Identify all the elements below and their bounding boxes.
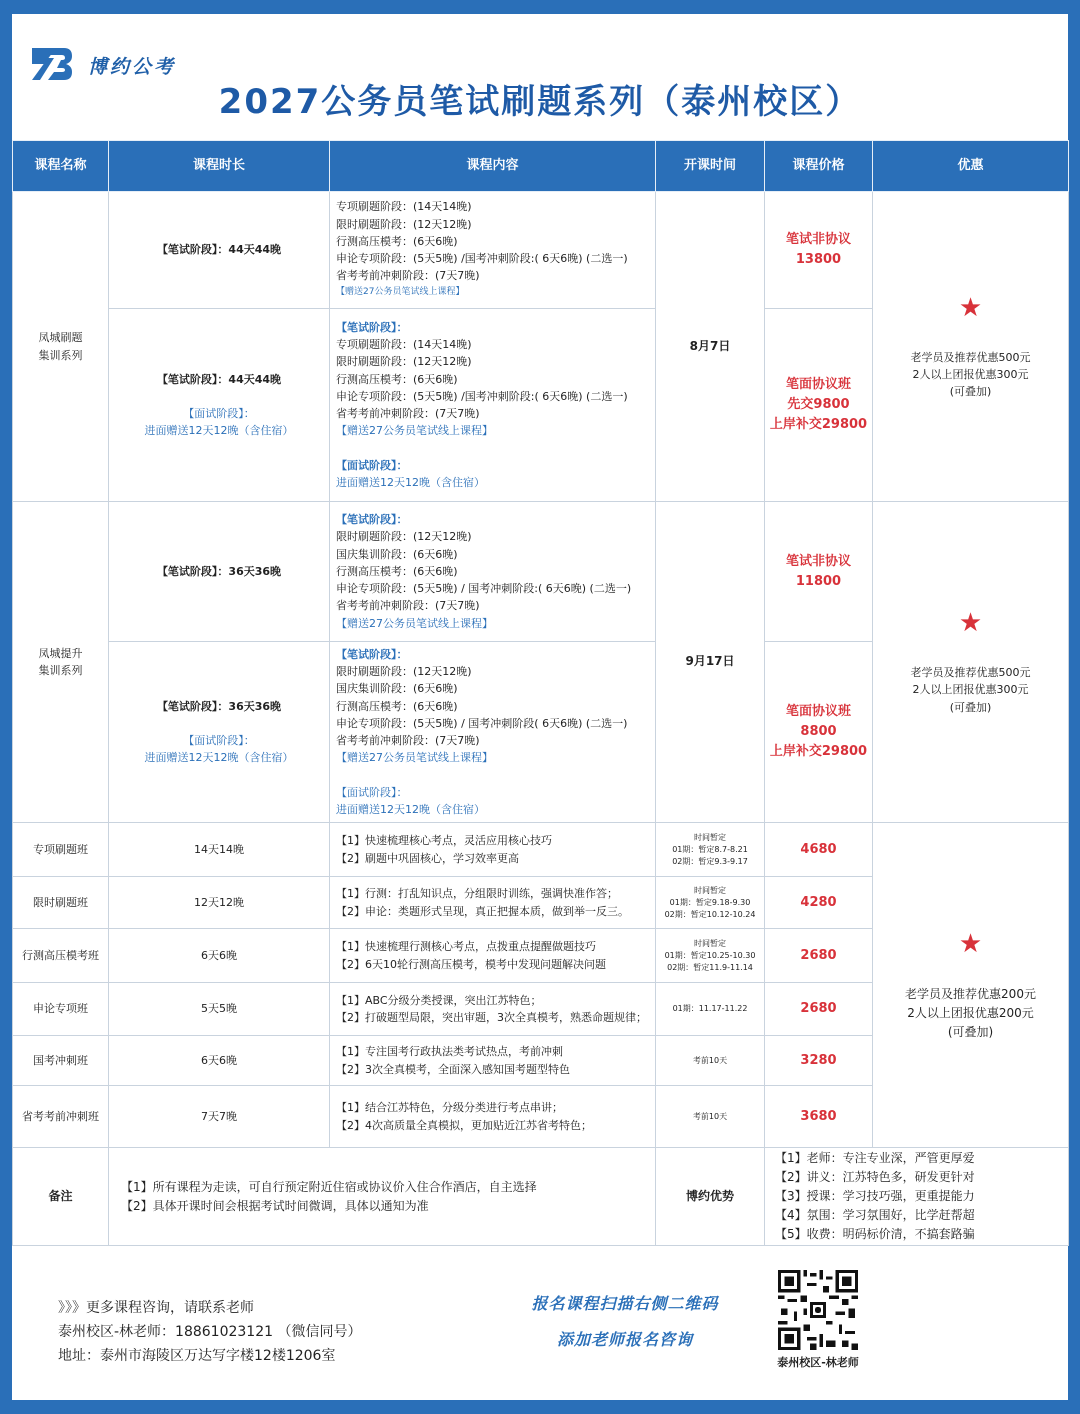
course-content: 【1】快速梳理核心考点，灵活应用核心技巧 【2】刷题中巩固核心，学习效率更高 xyxy=(330,823,656,877)
signup-cta: 报名课程扫描右侧二维码 添加老师报名咨询 xyxy=(531,1294,719,1349)
col-header: 课程价格 xyxy=(765,141,873,192)
table-header-row xyxy=(13,141,1069,192)
notes-row xyxy=(13,1148,1069,1246)
star-icon: ★ xyxy=(958,292,983,323)
qr-code-icon[interactable] xyxy=(778,1270,858,1350)
course-price: 笔面协议班 8800 上岸补交29800 xyxy=(765,642,873,823)
star-icon: ★ xyxy=(958,928,983,959)
start-date: 01期：11.17-11.22 xyxy=(656,983,765,1036)
col-header: 课程时长 xyxy=(109,141,330,192)
course-price: 2680 xyxy=(765,983,873,1036)
discount-cell: ★ 老学员及推荐优惠500元 2人以上团报优惠300元 (可叠加) xyxy=(873,192,1069,502)
course-duration: 6天6晚 xyxy=(109,1036,330,1086)
notes-content: 【1】所有课程为走读，可自行预定附近住宿或协议价入住合作酒店，自主选择 【2】具体开课时间会根据考试时间微调，具体以通知为准 xyxy=(109,1148,656,1246)
table-row xyxy=(13,823,1069,877)
course-duration: 【笔试阶段】：36天36晚 xyxy=(109,502,330,642)
course-content: 【1】专注国考行政执法类考试热点，考前冲刺 【2】3次全真模考，全面深入感知国考题型特色 xyxy=(330,1036,656,1086)
teacher-phone[interactable]: 泰州校区-林老师：18861023121 （微信同号） xyxy=(58,1324,362,1340)
col-header: 课程名称 xyxy=(13,141,109,192)
col-header: 课程内容 xyxy=(330,141,656,192)
course-content: 【笔试阶段】： 专项刷题阶段：(14天14晚) 限时刷题阶段：(12天12晚) 行测高压模考：(6天6晚) 申论专项阶段：(5天5晚) /国考冲刺阶段:( 6天6晚) (二选一) 省考考前冲刺阶段：(7天7晚) 【赠送27公务员笔试线上课程】 【面试阶段】： 进面赠送12天12晚（含住宿） xyxy=(330,309,656,502)
start-date: 时间暂定 01期：暂定9.18-9.30 02期：暂定10.12-10.24 xyxy=(656,877,765,929)
course-price: 笔面协议班 先交9800 上岸补交29800 xyxy=(765,309,873,502)
course-duration: 【笔试阶段】：36天36晚 【面试阶段】： 进面赠送12天12晚（含住宿） xyxy=(109,642,330,823)
start-date: 9月17日 xyxy=(656,502,765,823)
table-row xyxy=(13,502,1069,642)
brand-name: 博约公考 xyxy=(88,56,177,78)
course-name: 凤城提升集训系列 xyxy=(13,502,109,823)
footer xyxy=(12,1246,1068,1400)
start-date: 考前10天 xyxy=(656,1086,765,1148)
more-info-text: 》》》更多课程咨询，请联系老师 xyxy=(58,1300,254,1316)
course-name: 凤城刷题集训系列 xyxy=(13,192,109,502)
course-name: 省考考前冲刺班 xyxy=(13,1086,109,1148)
star-icon: ★ xyxy=(958,608,983,639)
course-duration: 【笔试阶段】：44天44晚 【面试阶段】： 进面赠送12天12晚（含住宿） xyxy=(109,309,330,502)
discount-cell: ★ 老学员及推荐优惠200元 2人以上团报优惠200元 (可叠加) xyxy=(873,823,1069,1148)
col-header: 开课时间 xyxy=(656,141,765,192)
course-duration: 5天5晚 xyxy=(109,983,330,1036)
table-row xyxy=(13,192,1069,309)
start-date: 时间暂定 01期：暂定8.7-8.21 02期：暂定9.3-9.17 xyxy=(656,823,765,877)
header xyxy=(12,14,1068,140)
course-content: 【1】快速梳理行测核心考点，点拨重点提醒做题技巧 【2】6天10轮行测高压模考，模考中发现问题解决问题 xyxy=(330,929,656,983)
address-text: 地址：泰州市海陵区万达写字楼12楼1206室 xyxy=(58,1348,336,1364)
course-content: 专项刷题阶段：(14天14晚) 限时刷题阶段：(12天12晚) 行测高压模考：(6天6晚) 申论专项阶段：(5天5晚) /国考冲刺阶段:( 6天6晚) (二选一) 省考考前冲刺阶段：(7天7晚) 【赠送27公务员笔试线上课程】 xyxy=(330,192,656,309)
course-duration: 7天7晚 xyxy=(109,1086,330,1148)
course-price: 3680 xyxy=(765,1086,873,1148)
contact-info xyxy=(58,1296,361,1368)
course-content: 【笔试阶段】： 限时刷题阶段：(12天12晚) 国庆集训阶段：(6天6晚) 行测高压模考：(6天6晚) 申论专项阶段：(5天5晚) / 国考冲刺阶段( 6天6晚) (二选一) 省考考前冲刺阶段：(7天7晚) 【赠送27公务员笔试线上课程】 【面试阶段】： 进面赠送12天12晚（含住宿） xyxy=(330,642,656,823)
course-name: 申论专项班 xyxy=(13,983,109,1036)
qr-caption: 泰州校区-林老师 xyxy=(777,1356,859,1369)
course-price: 4680 xyxy=(765,823,873,877)
start-date: 时间暂定 01期：暂定10.25-10.30 02期：暂定11.9-11.14 xyxy=(656,929,765,983)
course-duration: 6天6晚 xyxy=(109,929,330,983)
course-duration: 14天14晚 xyxy=(109,823,330,877)
discount-cell: ★ 老学员及推荐优惠500元 2人以上团报优惠300元 (可叠加) xyxy=(873,502,1069,823)
course-content: 【1】结合江苏特色，分级分类进行考点串讲； 【2】4次高质量全真模拟，更加贴近江苏省考特色； xyxy=(330,1086,656,1148)
course-name: 国考冲刺班 xyxy=(13,1036,109,1086)
course-duration: 12天12晚 xyxy=(109,877,330,929)
advantage-label: 博约优势 xyxy=(656,1148,765,1246)
course-name: 行测高压模考班 xyxy=(13,929,109,983)
course-content: 【1】ABC分级分类授课，突出江苏特色； 【2】打破题型局限，突出审题，3次全真模考，熟悉命题规律； xyxy=(330,983,656,1036)
course-price: 3280 xyxy=(765,1036,873,1086)
start-date: 考前10天 xyxy=(656,1036,765,1086)
course-name: 限时刷题班 xyxy=(13,877,109,929)
course-duration: 【笔试阶段】：44天44晚 xyxy=(109,192,330,309)
course-name: 专项刷题班 xyxy=(13,823,109,877)
advantage-list: 【1】老师：专注专业深，严管更厚爱 【2】讲义：江苏特色多，研发更针对 【3】授课：学习技巧强，更重提能力 【4】氛围：学习氛围好，比学赶帮超 【5】收费：明码标价清，不搞套路骗 xyxy=(765,1148,1069,1246)
col-header: 优惠 xyxy=(873,141,1069,192)
notes-label: 备注 xyxy=(13,1148,109,1246)
course-price: 笔试非协议 13800 xyxy=(765,192,873,309)
page-title: 2027公务员笔试刷题系列（泰州校区） xyxy=(218,82,862,122)
course-sheet xyxy=(12,14,1068,1400)
course-content: 【1】行测：打乱知识点，分组限时训练，强调快准作答； 【2】申论：类题形式呈现，真正把握本质，做到举一反三。 xyxy=(330,877,656,929)
course-price: 笔试非协议 11800 xyxy=(765,502,873,642)
course-table xyxy=(12,140,1069,1246)
course-price: 4280 xyxy=(765,877,873,929)
course-price: 2680 xyxy=(765,929,873,983)
course-content: 【笔试阶段】： 限时刷题阶段：(12天12晚) 国庆集训阶段：(6天6晚) 行测高压模考：(6天6晚) 申论专项阶段：(5天5晚) / 国考冲刺阶段:( 6天6晚) (二选一) 省考考前冲刺阶段：(7天7晚) 【赠送27公务员笔试线上课程】 xyxy=(330,502,656,642)
start-date: 8月7日 xyxy=(656,192,765,502)
